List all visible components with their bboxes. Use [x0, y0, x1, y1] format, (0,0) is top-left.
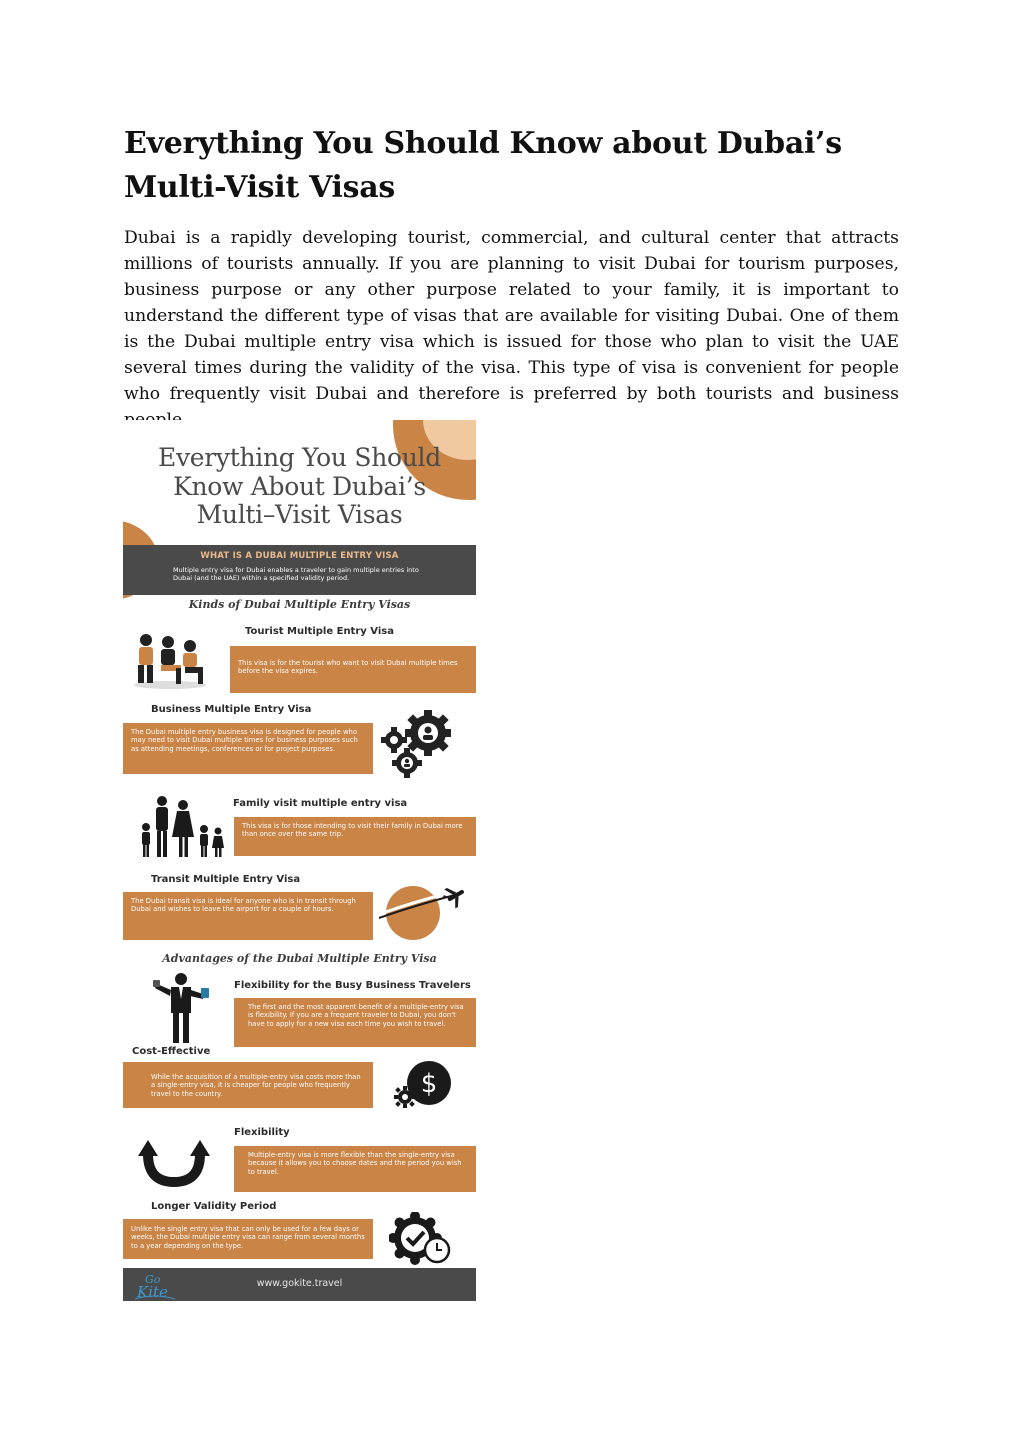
infographic: [123, 420, 476, 1301]
definition-heading: WHAT IS A DUBAI MULTIPLE ENTRY VISA: [200, 551, 399, 561]
definition-text: Multiple entry visa for Dubai enables a traveler to gain multiple entries into Dubai (and the UAE) within a specified validity period.: [173, 566, 419, 582]
definition-band: [123, 545, 476, 595]
svg-text:$: $: [420, 1069, 438, 1099]
advantage-title-validity: Longer Validity Period: [151, 1201, 277, 1212]
advantage-text-flexibility: Multiple-entry visa is more flexible than the single-entry visa because it allows you to choose dates and the period you wish to travel.: [234, 1146, 476, 1192]
globe-plane-icon: [375, 882, 470, 944]
family-icon: [138, 795, 228, 860]
infographic-title: [123, 444, 476, 530]
kinds-heading: Kinds of Dubai Multiple Entry Visas: [188, 598, 411, 611]
kind-title-business: Business Multiple Entry Visa: [151, 704, 312, 715]
kind-title-tourist: Tourist Multiple Entry Visa: [245, 626, 394, 637]
footer-url[interactable]: www.gokite.travel: [256, 1278, 343, 1289]
article-title: Everything You Should Know about Dubai’s Multi-Visit Visas: [124, 126, 842, 205]
kind-text-family: This visa is for those intending to visit their family in Dubai more than once over the same trip.: [234, 817, 476, 856]
advantage-text-cost: While the acquisition of a multiple-entry visa costs more than a single-entry visa, it is cheaper for people who frequently travel to the country.: [123, 1062, 373, 1108]
advantage-title-flexibility: Flexibility: [234, 1127, 290, 1138]
dollar-gear-icon: [393, 1060, 455, 1110]
title-line-3: Multi–Visit Visas: [196, 500, 403, 529]
businessman-icon: [151, 972, 211, 1044]
title-line-2: Know About Dubai’s: [173, 471, 426, 501]
logo-text-bottom: Kite: [137, 1283, 168, 1301]
tourists-icon: [128, 630, 210, 690]
gears-icon: [381, 708, 456, 780]
kind-text-business: The Dubai multiple entry business visa is designed for people who may need to visit Dubai multiple times for business purposes such as attending meetings, conferences or for project purposes.: [123, 723, 373, 774]
kind-title-transit: Transit Multiple Entry Visa: [151, 874, 301, 885]
curved-arrow-icon: [138, 1136, 210, 1188]
advantage-title-business: Flexibility for the Busy Business Travelers: [234, 980, 471, 991]
title-line-1: Everything You Should: [158, 443, 441, 472]
kind-title-family: Family visit multiple entry visa: [233, 798, 408, 809]
article-body: Dubai is a rapidly developing tourist, commercial, and cultural center that attracts millions of tourists annually. If you are planning to visit Dubai for tourism purposes, business purpose or any other purpose related to your family, it is important to understand the different type of visas that are available for visiting Dubai. One of them is the Dubai multiple entry visa which is issued for those who plan to visit the UAE several times during the validity of the visa. This type of visa is convenient for people who frequently visit Dubai and therefore is preferred by both tourists and business: [124, 228, 899, 404]
advantage-title-cost: Cost-Effective: [132, 1046, 211, 1057]
badge-clock-icon: [389, 1212, 453, 1266]
footer-band: [123, 1268, 476, 1301]
advantage-text-business: The first and the most apparent benefit of a multiple-entry visa is flexibility. If you are a frequent traveler to Dubai, you don't have to apply for a new visa each time you wish to travel.: [234, 998, 476, 1047]
kind-text-tourist: This visa is for the tourist who want to visit Dubai multiple times before the visa expires.: [230, 646, 476, 693]
logo-text-top: Go: [145, 1273, 161, 1286]
advantage-text-validity: Unlike the single entry visa that can only be used for a few days or weeks, the Dubai multiple entry visa can range from several months to a year depending on the type.: [123, 1219, 373, 1259]
advantages-heading: Advantages of the Dubai Multiple Entry Visa: [162, 952, 437, 965]
kind-text-transit: The Dubai transit visa is ideal for anyone who is in transit through Dubai and wishes to leave the airport for a couple of hours.: [123, 892, 373, 940]
